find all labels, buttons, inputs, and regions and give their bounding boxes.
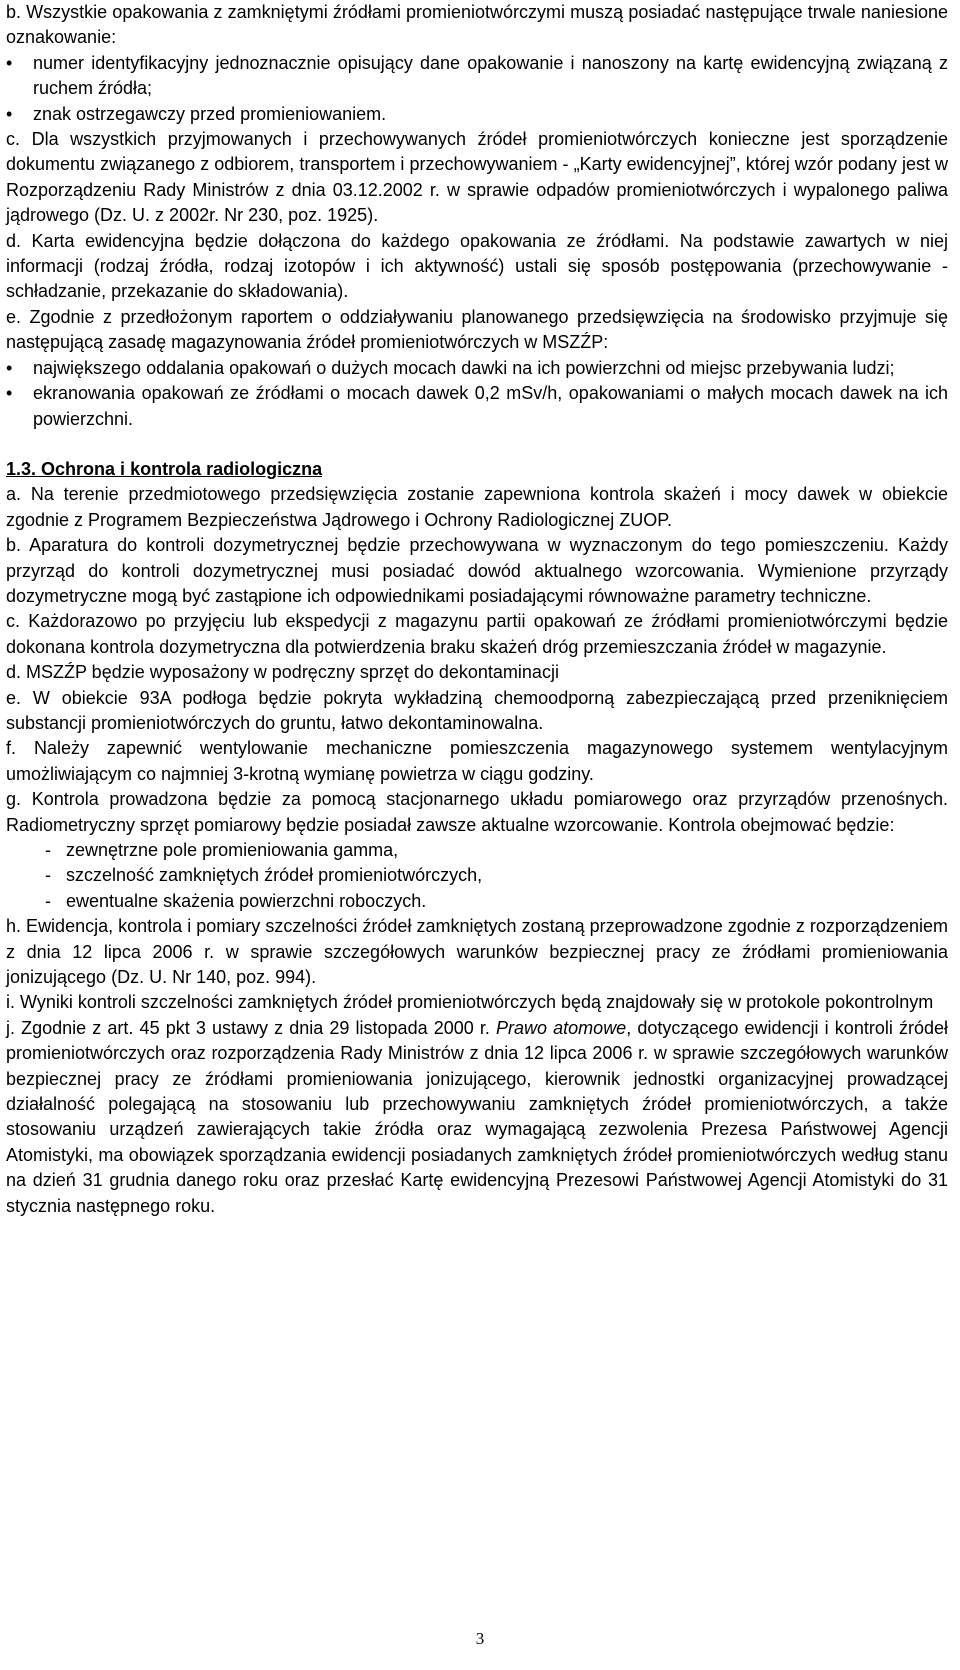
- bullet-icon: •: [6, 52, 13, 73]
- item-i-paragraph: i. Wyniki kontroli szczelności zamkniętych źródeł promieniotwórczych będą znajdowały się w protokole pokontrolnym: [6, 992, 934, 1013]
- item-j-text-after: , dotyczącego ewidencji i kontroli źródeł promieniotwórczych oraz rozporządzenia Rady Ministrów z dnia 12 lipca 2006 r. w sprawie szczegółowych warunków bezpiecznej pracy ze źródłami promieniowania jonizującego, kierownik jednostki organizacyjnej prowadzącej działalność polegającą na stosowaniu lub przechowywaniu zamkniętych źródeł promieniotwórczych, a także stosowaniu urządzeń zawierających takie źródła oraz wymagającą zezwolenia Prezesa Państwowej Agencji Atomistyki, ma obowiązek sporządzania ewidencji posiadanych zamkniętych źródeł promieniotwórczych według stanu na dzień 31 grudnia danego roku oraz przesłać Kartę ewidencyjną Prezesowi Państwowej Agencji Atomistyki do 31 stycznia następnego roku.: [6, 1017, 948, 1216]
- item-g-intro: g. Kontrola prowadzona będzie za pomocą stacjonarnego układu pomiarowego oraz przyrządów przenośnych. Radiometryczny sprzęt pomiarowy będzie posiadał zawsze aktualne wzorcowanie. Kontrola obejmować będzie:: [6, 789, 948, 835]
- list-item-text: ewentualne skażenia powierzchni roboczych.: [66, 890, 427, 911]
- item-e-paragraph: e. W obiekcie 93A podłoga będzie pokryta wykładziną chemoodporną zabezpieczającą przed przeniknięciem substancji promieniotwórczych do gruntu, łatwo dekontaminowalna.: [6, 687, 948, 733]
- bullet-icon: •: [6, 103, 13, 124]
- item-c-paragraph: c. Każdorazowo po przyjęciu lub ekspedycji z magazynu partii opakowań ze źródłami promieniotwórczymi będzie dokonana kontrola dozymetryczna dla potwierdzenia braku skażeń dróg przemieszczania źródeł w magazynie.: [6, 611, 948, 657]
- list-item: [6, 102, 948, 127]
- list-item-text: ekranowania opakowań ze źródłami o mocach dawek 0,2 mSv/h, opakowaniami o małych mocach dawek na ich powierzchni.: [33, 383, 948, 429]
- item-b-paragraph: b. Aparatura do kontroli dozymetrycznej będzie przechowywana w wyznaczonym do tego pomieszczeniu. Każdy przyrząd do kontroli dozymetrycznej musi posiadać dowód aktualnego wzorcowania. Wymienione przyrządy dozymetryczne mogą być zastąpione ich odpowiednikami posiadającymi równoważne parametry techniczne.: [6, 535, 948, 606]
- item-f-paragraph: f. Należy zapewnić wentylowanie mechaniczne pomieszczenia magazynowego systemem wentylacyjnym umożliwiającym co najmniej 3-krotną wymianę powietrza w ciągu godziny.: [6, 738, 948, 784]
- list-item: [6, 356, 948, 381]
- list-item: [6, 889, 948, 914]
- list-item-text: największego oddalania opakowań o dużych mocach dawki na ich powierzchni od miejsc przebywania ludzi;: [33, 357, 895, 378]
- item-h-paragraph: h. Ewidencja, kontrola i pomiary szczelności źródeł zamkniętych zostaną przeprowadzone zgodnie z rozporządzeniem z dnia 12 lipca 2006 r. w sprawie szczegółowych warunków bezpiecznej pracy ze źródłami promieniowania jonizującego (Dz. U. Nr 140, poz. 994).: [6, 916, 948, 988]
- section-heading-number: 1.3.: [6, 458, 37, 479]
- section-c-paragraph: c. Dla wszystkich przyjmowanych i przechowywanych źródeł promieniotwórczych konieczne jest sporządzenie dokumentu związanego z odbiorem, transportem i przechowywaniem - „Karty ewidencyjnej”, której wzór podany jest w Rozporządzeniu Rady Ministrów z dnia 03.12.2002 r. w sprawie odpadów promieniotwórczych i wypalonego paliwa jądrowego (Dz. U. z 2002r. Nr 230, poz. 1925).: [6, 129, 948, 226]
- list-item-text: szczelność zamkniętych źródeł promieniotwórczych,: [66, 865, 483, 886]
- item-a-paragraph: a. Na terenie przedmiotowego przedsięwzięcia zostanie zapewniona kontrola skażeń i mocy dawek w obiekcie zgodnie z Programem Bezpieczeństwa Jądrowego i Ochrony Radiologicznej ZUOP.: [6, 484, 948, 530]
- bullet-icon: •: [6, 383, 13, 404]
- list-item-text: zewnętrzne pole promieniowania gamma,: [66, 840, 399, 860]
- list-item-text: numer identyfikacyjny jednoznacznie opisujący dane opakowanie i nanoszony na kartę ewidencyjną związaną z ruchem źródła;: [33, 52, 948, 99]
- section-d-paragraph: d. Karta ewidencyjna będzie dołączona do każdego opakowania ze źródłami. Na podstawie zawartych w niej informacji (rodzaj źródła, rodzaj izotopów i ich aktywność) ustali się sposób postępowania (przechowywanie - schładzanie, przekazanie do składowania).: [6, 230, 948, 302]
- blank-line: [6, 432, 948, 457]
- list-item: [6, 51, 948, 102]
- section-b-bullet-list: [6, 51, 948, 127]
- section-heading: [6, 457, 948, 482]
- item-d-paragraph: d. MSZŹP będzie wyposażony w podręczny sprzęt do dekontaminacji: [6, 662, 559, 683]
- section-heading-title: Ochrona i kontrola radiologiczna: [41, 458, 323, 479]
- section-e-bullet-list: [6, 356, 948, 432]
- list-item: [6, 381, 948, 432]
- item-j-act-title: Prawo atomowe: [496, 1017, 627, 1038]
- dash-marker: -: [45, 840, 51, 860]
- document-page: [6, 0, 948, 1219]
- dash-marker: -: [45, 865, 51, 886]
- list-item: [6, 838, 948, 863]
- list-item: [6, 863, 948, 888]
- dash-marker: -: [45, 890, 51, 911]
- item-j-text-before: j. Zgodnie z art. 45 pkt 3 ustawy z dnia 29 listopada 2000 r.: [6, 1017, 497, 1038]
- bullet-icon: •: [6, 357, 13, 378]
- page-number: 3: [475, 1629, 485, 1648]
- section-b-intro: b. Wszystkie opakowania z zamkniętymi źródłami promieniotwórczymi muszą posiadać następujące trwale naniesione oznakowanie:: [6, 2, 948, 48]
- list-item-text: znak ostrzegawczy przed promieniowaniem.: [33, 103, 387, 124]
- section-e-intro: e. Zgodnie z przedłożonym raportem o oddziaływaniu planowanego przedsięwzięcia na środowisko przyjmuje się następującą zasadę magazynowania źródeł promieniotwórczych w MSZŹP:: [6, 306, 948, 353]
- item-j-paragraph: [6, 1016, 948, 1219]
- item-g-dash-list: [6, 838, 948, 914]
